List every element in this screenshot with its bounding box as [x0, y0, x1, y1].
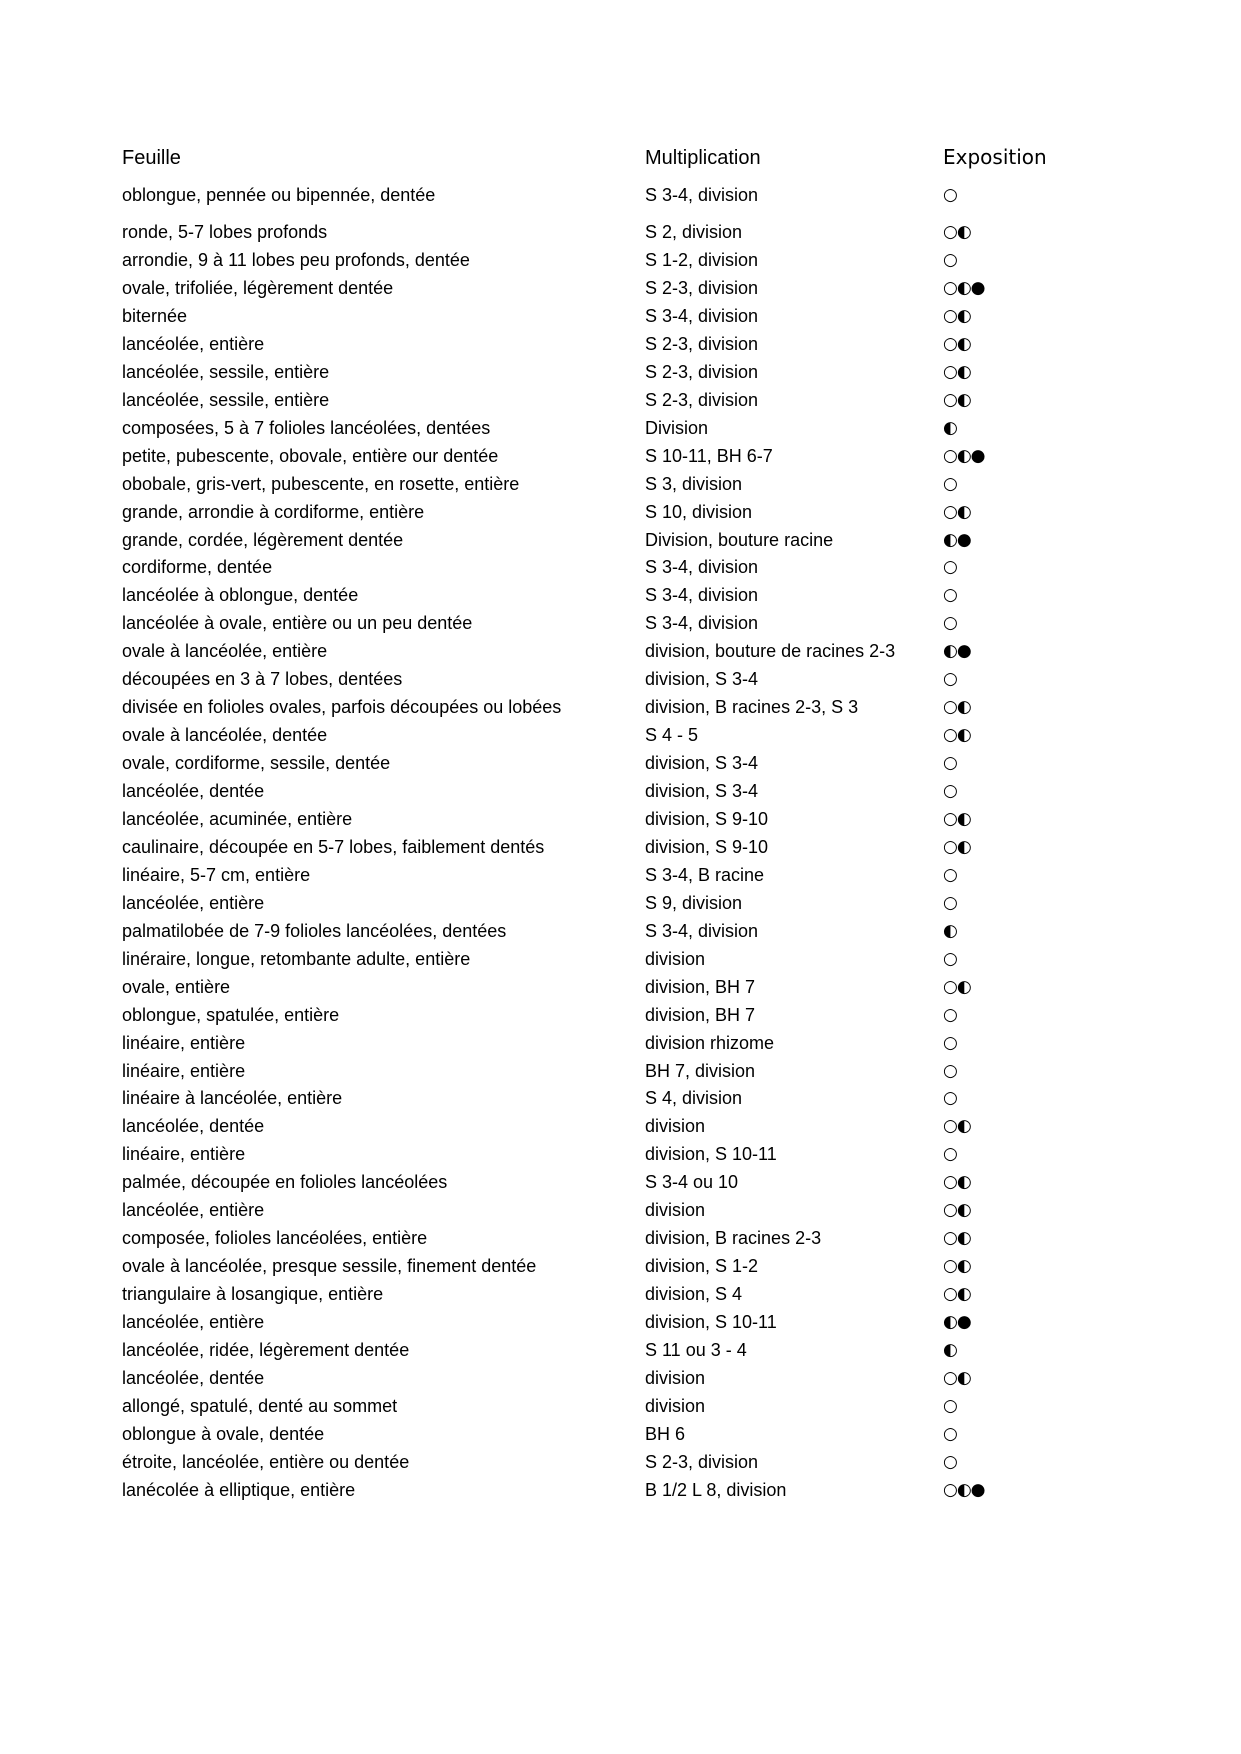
- cell-multiplication: Division, bouture racine: [645, 529, 834, 550]
- cell-feuille: composées, 5 à 7 folioles lancéolées, dentées: [122, 417, 491, 438]
- table-row: [0, 752, 1241, 780]
- cell-exposition-icons: ○◐: [943, 1116, 971, 1137]
- cell-exposition-icons: ○: [943, 1004, 957, 1025]
- cell-exposition-icons: ◐: [943, 920, 957, 941]
- table-row: [0, 529, 1241, 557]
- cell-feuille: ovale à lancéolée, dentée: [122, 725, 328, 746]
- cell-exposition-icons: ◐●: [943, 1312, 971, 1332]
- table-row: [0, 1032, 1241, 1060]
- cell-multiplication: S 2-3, division: [645, 277, 759, 298]
- cell-feuille: cordiforme, dentée: [122, 557, 273, 578]
- cell-multiplication: division: [645, 1200, 706, 1221]
- cell-exposition-icons: ○◐●: [943, 1479, 985, 1500]
- cell-exposition-icons: ○: [943, 185, 957, 205]
- table-row: [0, 892, 1241, 920]
- cell-exposition-icons: ○: [943, 864, 957, 885]
- cell-multiplication: division: [645, 1116, 706, 1137]
- header-exposition: Exposition: [943, 145, 1047, 169]
- table-row: [0, 948, 1241, 976]
- cell-feuille: oblongue à ovale, dentée: [122, 1423, 325, 1444]
- cell-multiplication: S 2-3, division: [645, 1451, 759, 1472]
- cell-feuille: ovale, cordiforme, sessile, dentée: [122, 753, 391, 773]
- cell-exposition-icons: ○: [943, 1423, 957, 1444]
- table-row: [0, 612, 1241, 640]
- header-feuille: Feuille: [122, 147, 181, 169]
- cell-multiplication: S 9, division: [645, 892, 743, 913]
- cell-feuille: allongé, spatulé, denté au sommet: [122, 1395, 398, 1416]
- cell-feuille: lancéolée, dentée: [122, 1368, 265, 1388]
- table-row: [0, 1115, 1241, 1143]
- cell-feuille: étroite, lancéolée, entière ou dentée: [122, 1451, 410, 1472]
- cell-multiplication: S 2-3, division: [645, 333, 759, 354]
- table-row: [0, 976, 1241, 1004]
- cell-multiplication: B 1/2 L 8, division: [645, 1479, 787, 1500]
- table-row: [0, 808, 1241, 836]
- cell-exposition-icons: ○◐: [943, 836, 971, 857]
- table-row: [0, 445, 1241, 473]
- cell-feuille: composée, folioles lancéolées, entière: [122, 1228, 428, 1249]
- table-row: [0, 1087, 1241, 1115]
- cell-exposition-icons: ○: [943, 613, 957, 634]
- cell-feuille: caulinaire, découpée en 5-7 lobes, faiblement dentés: [122, 836, 545, 857]
- cell-exposition-icons: ○◐: [943, 976, 971, 997]
- cell-exposition-icons: ○◐: [943, 725, 971, 746]
- table-row: [0, 1451, 1241, 1479]
- cell-feuille: ovale à lancéolée, entière: [122, 641, 328, 662]
- table-row: [0, 305, 1241, 333]
- cell-feuille: arrondie, 9 à 11 lobes peu profonds, dentée: [122, 249, 470, 270]
- cell-multiplication: division, S 9-10: [645, 808, 769, 829]
- table-row: [0, 1255, 1241, 1283]
- cell-exposition-icons: ○◐: [943, 333, 971, 354]
- cell-multiplication: S 3-4, division: [645, 185, 759, 205]
- cell-exposition-icons: ○: [943, 1395, 957, 1416]
- cell-feuille: linéaire à lancéolée, entière: [122, 1088, 343, 1109]
- cell-feuille: lancéolée, sessile, entière: [122, 361, 330, 382]
- cell-exposition-icons: ○: [943, 1088, 957, 1109]
- cell-feuille: oblongue, spatulée, entière: [122, 1004, 340, 1025]
- cell-feuille: ronde, 5-7 lobes profonds: [122, 222, 328, 242]
- cell-exposition-icons: ○◐: [943, 1172, 971, 1193]
- cell-exposition-icons: ○: [943, 892, 957, 913]
- cell-exposition-icons: ○: [943, 753, 957, 773]
- cell-feuille: linéaire, entière: [122, 1060, 246, 1081]
- table-row: [0, 864, 1241, 892]
- cell-exposition-icons: ○◐: [943, 501, 971, 522]
- cell-feuille: obobale, gris-vert, pubescente, en rosette, entière: [122, 473, 520, 494]
- cell-exposition-icons: ○: [943, 1032, 957, 1053]
- cell-feuille: lancéolée, entière: [122, 1312, 265, 1332]
- cell-feuille: oblongue, pennée ou bipennée, dentée: [122, 185, 436, 205]
- table-row: [0, 668, 1241, 696]
- cell-multiplication: S 10-11, BH 6-7: [645, 445, 773, 466]
- cell-exposition-icons: ◐●: [943, 529, 971, 550]
- cell-feuille: lancéolée, dentée: [122, 1116, 265, 1137]
- cell-exposition-icons: ○◐: [943, 222, 971, 242]
- cell-feuille: grande, arrondie à cordiforme, entière: [122, 501, 425, 522]
- table-row: [0, 920, 1241, 948]
- cell-exposition-icons: ○◐●: [943, 445, 985, 466]
- cell-multiplication: division, B racines 2-3: [645, 1228, 822, 1249]
- table-row: [0, 249, 1241, 277]
- cell-feuille: lancéolée, entière: [122, 1200, 265, 1221]
- cell-multiplication: BH 6: [645, 1423, 686, 1444]
- cell-exposition-icons: ○: [943, 1451, 957, 1472]
- table-row: [0, 1199, 1241, 1227]
- cell-multiplication: division, S 10-11: [645, 1144, 777, 1165]
- cell-multiplication: division, S 10-11: [645, 1312, 777, 1332]
- table-row: [0, 501, 1241, 529]
- cell-exposition-icons: ○: [943, 781, 957, 801]
- cell-feuille: palmatilobée de 7-9 folioles lancéolées, dentées: [122, 920, 507, 941]
- cell-multiplication: BH 7, division: [645, 1060, 756, 1081]
- cell-feuille: petite, pubescente, obovale, entière our dentée: [122, 445, 499, 466]
- cell-exposition-icons: ○◐: [943, 305, 971, 326]
- cell-multiplication: division, S 3-4: [645, 669, 759, 690]
- cell-feuille: linéaire, 5-7 cm, entière: [122, 864, 311, 885]
- cell-exposition-icons: ○: [943, 669, 957, 690]
- cell-multiplication: S 11 ou 3 - 4: [645, 1340, 747, 1360]
- cell-feuille: découpées en 3 à 7 lobes, dentées: [122, 669, 403, 690]
- cell-feuille: lancéolée, entière: [122, 892, 265, 913]
- cell-exposition-icons: ○◐: [943, 389, 971, 410]
- cell-feuille: linéraire, longue, retombante adulte, entière: [122, 948, 471, 969]
- cell-feuille: palmée, découpée en folioles lancéolées: [122, 1172, 448, 1193]
- cell-exposition-icons: ○: [943, 249, 957, 270]
- table-row: [0, 1339, 1241, 1367]
- cell-multiplication: division: [645, 1368, 706, 1388]
- cell-exposition-icons: ○◐: [943, 1256, 971, 1277]
- cell-multiplication: S 3-4, division: [645, 585, 759, 606]
- cell-exposition-icons: ○: [943, 557, 957, 578]
- table-row: [0, 1004, 1241, 1032]
- cell-multiplication: S 2-3, division: [645, 361, 759, 382]
- cell-exposition-icons: ○◐: [943, 1368, 971, 1388]
- table-row: [0, 1283, 1241, 1311]
- table-row: [0, 417, 1241, 445]
- table-row: [0, 1311, 1241, 1339]
- cell-multiplication: Division: [645, 417, 709, 438]
- cell-multiplication: S 2-3, division: [645, 389, 759, 410]
- table-row: [0, 1395, 1241, 1423]
- cell-multiplication: division, S 4: [645, 1284, 743, 1305]
- cell-exposition-icons: ◐●: [943, 641, 971, 662]
- table-row: [0, 1479, 1241, 1507]
- cell-exposition-icons: ○◐: [943, 1284, 971, 1305]
- table-row: [0, 1367, 1241, 1395]
- cell-exposition-icons: ○◐: [943, 1228, 971, 1249]
- table-row: [0, 184, 1241, 212]
- cell-multiplication: S 3-4 ou 10: [645, 1172, 739, 1193]
- cell-multiplication: division, B racines 2-3, S 3: [645, 697, 859, 718]
- table-row: [0, 640, 1241, 668]
- cell-feuille: ovale, trifoliée, légèrement dentée: [122, 277, 394, 298]
- cell-multiplication: S 3-4, division: [645, 920, 759, 941]
- table-row: [0, 1143, 1241, 1171]
- cell-exposition-icons: ○◐: [943, 808, 971, 829]
- cell-multiplication: division: [645, 948, 706, 969]
- cell-exposition-icons: ○◐●: [943, 277, 985, 298]
- cell-exposition-icons: ◐: [943, 417, 957, 438]
- table-row: [0, 1423, 1241, 1451]
- cell-multiplication: division, bouture de racines 2-3: [645, 641, 896, 662]
- cell-multiplication: S 2, division: [645, 222, 743, 242]
- cell-multiplication: division, S 3-4: [645, 781, 759, 801]
- table-row: [0, 724, 1241, 752]
- cell-multiplication: S 3-4, B racine: [645, 864, 765, 885]
- cell-multiplication: S 4, division: [645, 1088, 743, 1109]
- cell-exposition-icons: ○: [943, 585, 957, 606]
- cell-multiplication: division, S 9-10: [645, 836, 769, 857]
- cell-feuille: lanécolée à elliptique, entière: [122, 1479, 356, 1500]
- cell-feuille: divisée en folioles ovales, parfois découpées ou lobées: [122, 697, 562, 718]
- cell-feuille: lancéolée, entière: [122, 333, 265, 354]
- cell-multiplication: division, S 1-2: [645, 1256, 759, 1277]
- cell-multiplication: S 10, division: [645, 501, 753, 522]
- cell-feuille: lancéolée, dentée: [122, 781, 265, 801]
- cell-feuille: lancéolée, sessile, entière: [122, 389, 330, 410]
- table-row: [0, 1060, 1241, 1088]
- table-row: [0, 333, 1241, 361]
- cell-feuille: lancéolée, ridée, légèrement dentée: [122, 1340, 410, 1360]
- cell-exposition-icons: ◐: [943, 1340, 957, 1360]
- table-row: [0, 473, 1241, 501]
- cell-exposition-icons: ○: [943, 473, 957, 494]
- cell-exposition-icons: ○: [943, 948, 957, 969]
- cell-feuille: ovale à lancéolée, presque sessile, finement dentée: [122, 1256, 537, 1277]
- table-row: [0, 584, 1241, 612]
- table-row: [0, 389, 1241, 417]
- cell-exposition-icons: ○◐: [943, 697, 971, 718]
- cell-multiplication: S 1-2, division: [645, 249, 759, 270]
- cell-exposition-icons: ○◐: [943, 361, 971, 382]
- cell-feuille: lancéolée, acuminée, entière: [122, 808, 353, 829]
- cell-multiplication: division, BH 7: [645, 976, 756, 997]
- cell-exposition-icons: ○◐: [943, 1200, 971, 1221]
- cell-multiplication: division, BH 7: [645, 1004, 756, 1025]
- table-row: [0, 836, 1241, 864]
- table-row: [0, 361, 1241, 389]
- cell-multiplication: S 3-4, division: [645, 613, 759, 634]
- cell-multiplication: division rhizome: [645, 1032, 775, 1053]
- cell-feuille: triangulaire à losangique, entière: [122, 1284, 384, 1305]
- header-multiplication: Multiplication: [645, 147, 761, 169]
- cell-feuille: linéaire, entière: [122, 1032, 246, 1053]
- cell-exposition-icons: ○: [943, 1144, 957, 1165]
- table-row: [0, 221, 1241, 249]
- cell-multiplication: division: [645, 1395, 706, 1416]
- table-row: [0, 1171, 1241, 1199]
- cell-multiplication: S 3-4, division: [645, 557, 759, 578]
- cell-multiplication: division, S 3-4: [645, 753, 759, 773]
- cell-feuille: biternée: [122, 305, 188, 326]
- cell-feuille: linéaire, entière: [122, 1144, 246, 1165]
- table-row: [0, 1227, 1241, 1255]
- cell-multiplication: S 4 - 5: [645, 725, 699, 746]
- cell-feuille: lancéolée à ovale, entière ou un peu dentée: [122, 613, 473, 634]
- cell-feuille: lancéolée à oblongue, dentée: [122, 585, 359, 606]
- cell-exposition-icons: ○: [943, 1060, 957, 1081]
- table-row: [0, 277, 1241, 305]
- cell-multiplication: S 3-4, division: [645, 305, 759, 326]
- cell-feuille: grande, cordée, légèrement dentée: [122, 529, 404, 550]
- cell-feuille: ovale, entière: [122, 976, 231, 997]
- table-row: [0, 780, 1241, 808]
- table-row: [0, 556, 1241, 584]
- table-row: [0, 696, 1241, 724]
- cell-multiplication: S 3, division: [645, 473, 743, 494]
